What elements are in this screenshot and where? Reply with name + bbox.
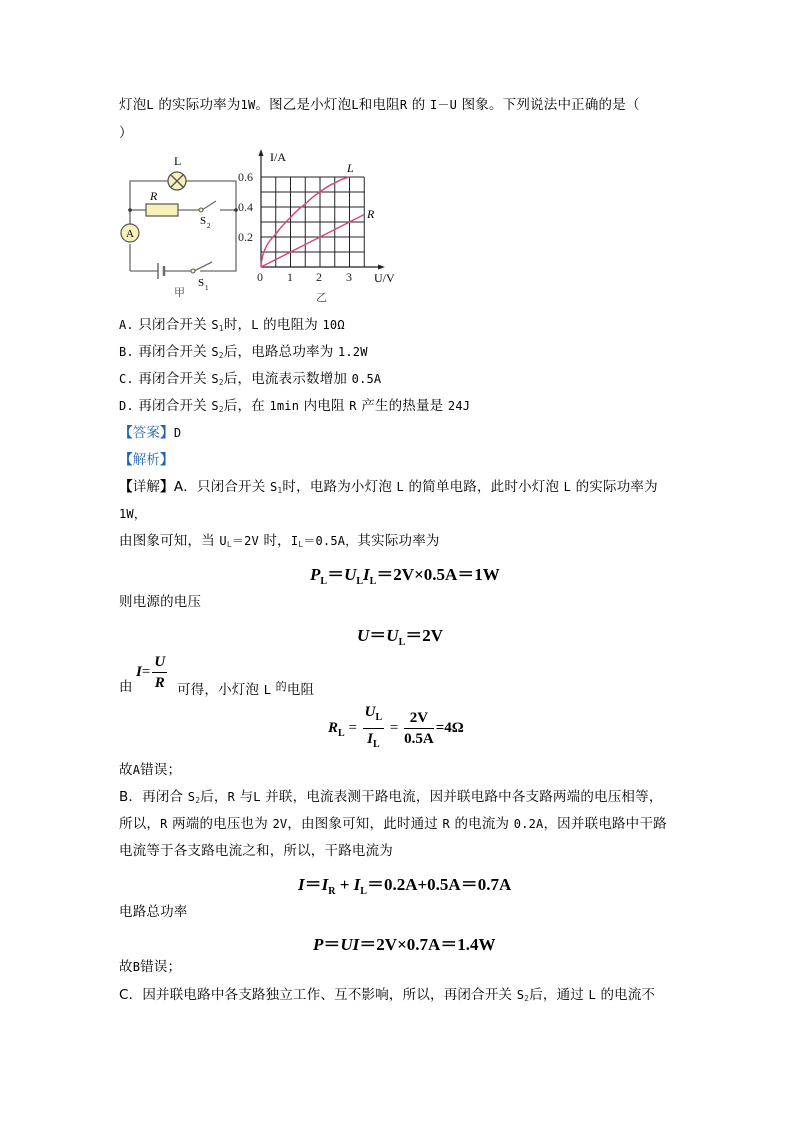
detail-a-conclusion — [119, 761, 181, 779]
subscript: 2 — [218, 351, 224, 360]
text: 只闭合开关 — [138, 317, 207, 333]
text: 的实际功率为 — [158, 97, 241, 113]
formula-power-lamp — [310, 560, 500, 587]
text: U — [344, 565, 357, 584]
x-tick: 0 — [257, 270, 263, 284]
option-d — [119, 397, 470, 419]
x-tick: 2 — [316, 270, 322, 284]
text: B — [132, 960, 141, 974]
text: =4Ω — [435, 719, 464, 736]
formula-total-power — [313, 930, 496, 955]
text: ＝0.2A+0.5A＝0.7A — [366, 875, 512, 894]
subscript: L — [375, 712, 383, 723]
option-a — [119, 316, 345, 338]
text: L — [146, 98, 154, 112]
subscript: 2 — [524, 994, 530, 1003]
text: 所以， — [119, 816, 161, 832]
subscript: 1 — [218, 324, 224, 333]
subscript: 2 — [218, 405, 224, 414]
text: ＝0.5A， — [303, 534, 358, 548]
text: ＝ — [369, 626, 387, 645]
text: 灯泡 — [119, 97, 147, 113]
y-tick: 0.4 — [238, 200, 253, 214]
subscript: L — [369, 576, 377, 587]
text: I－U — [430, 98, 458, 112]
text: ＝ — [304, 875, 322, 894]
text: 后， — [200, 789, 228, 805]
ammeter-label: A — [126, 228, 134, 240]
detail-a-line3 — [119, 532, 440, 554]
detail-a-line5 — [119, 678, 133, 696]
detail-b-line4: 电路总功率 — [119, 904, 188, 920]
text: 的电流不 — [600, 987, 656, 1003]
fraction — [363, 702, 385, 755]
detail-b-conclusion — [119, 958, 181, 976]
denominator: I — [367, 731, 373, 747]
text: 其实际功率为 — [357, 533, 440, 549]
detail-c-line1 — [119, 986, 655, 1008]
answer-tag: 【答案】 — [119, 425, 174, 441]
text: 故 — [119, 762, 133, 778]
answer-line — [119, 424, 181, 442]
text: 后，通过 — [529, 987, 585, 1003]
text: I — [298, 875, 305, 894]
subscript: 2 — [218, 378, 224, 387]
text: 的简单电路，此时小灯泡 — [408, 479, 560, 495]
subscript: L — [320, 576, 328, 587]
text: 图象。下列说法中正确的是（ — [461, 97, 640, 113]
text: 故 — [119, 959, 133, 975]
text: 1.2W — [337, 345, 368, 359]
option-b — [119, 343, 368, 365]
text: 10Ω — [322, 318, 345, 332]
text: 后，电流表示数增加 — [223, 371, 348, 387]
y-tick: 0.2 — [238, 230, 253, 244]
text: S — [516, 988, 525, 1002]
formula-lamp-resistance — [328, 702, 464, 755]
text: P — [310, 565, 321, 584]
text: R — [328, 719, 339, 736]
text: 产生的热量是 — [361, 398, 444, 414]
text: U — [219, 534, 227, 548]
text: L — [251, 318, 259, 332]
numerator: U — [364, 704, 376, 720]
text: 再闭合开关 — [138, 398, 207, 414]
text: 错误； — [140, 959, 182, 975]
text: 由 — [119, 679, 133, 695]
text: 与 — [239, 789, 254, 805]
text: 答案 — [132, 425, 161, 441]
option-letter: A. — [119, 318, 134, 332]
series-label-L: L — [347, 161, 354, 175]
figure-caption-yi: 乙 — [316, 291, 327, 304]
lamp-label: L — [174, 154, 182, 168]
switch1-label: S — [198, 277, 205, 289]
subscript: 1 — [277, 486, 283, 495]
text: B．再闭合 — [119, 789, 184, 805]
subscript: 2 — [195, 796, 201, 805]
text: A — [132, 763, 141, 777]
detail-a-line4: 则电源的电压 — [119, 594, 202, 610]
text: 的电阻为 — [263, 317, 318, 333]
text: 时， — [263, 533, 291, 549]
text: R — [227, 790, 236, 804]
text: 1W， — [119, 507, 147, 521]
subscript: L — [360, 886, 367, 897]
text: ＝2V×0.5A＝1W — [376, 565, 500, 584]
text: S — [211, 399, 219, 413]
subscript: L — [356, 576, 364, 587]
option-letter: C. — [119, 372, 134, 386]
text: = — [389, 719, 399, 736]
text: L — [351, 98, 359, 112]
text: 再闭合开关 — [138, 371, 207, 387]
y-tick: 0.6 — [238, 170, 253, 184]
iu-graph — [236, 146, 406, 306]
question-stem-line2: ） — [119, 125, 133, 141]
detail-a-line1: 【详解】A．只闭合开关 $S_1$时，电路为小灯泡 L 的简单电路，此时小灯泡 L 的实际功率为 — [119, 479, 658, 495]
text: A．只闭合开关 — [173, 479, 266, 495]
text: 的 — [411, 97, 426, 113]
text: R — [160, 817, 168, 831]
analysis-tag: 【解析】 — [119, 452, 174, 468]
text: 由图象可知，当 — [119, 533, 215, 549]
circuit-diagram — [118, 148, 246, 298]
formula-total-current — [298, 870, 511, 897]
numerator: U — [152, 652, 167, 673]
text: + — [339, 875, 350, 894]
resistor-label: R — [150, 189, 158, 203]
text: 1min — [269, 399, 300, 413]
text: ，由图象可知，此时通过 — [287, 816, 439, 832]
text: S — [211, 318, 219, 332]
denominator: R — [154, 675, 165, 691]
detail-b-line2 — [119, 815, 667, 833]
fraction — [152, 652, 167, 693]
text: 后，电路总功率为 — [223, 344, 334, 360]
x-tick: 1 — [287, 270, 293, 284]
subscript: L — [373, 739, 380, 750]
text: 的 — [275, 680, 287, 693]
text: I — [321, 875, 329, 894]
series-label-R: R — [367, 207, 375, 221]
text: U — [386, 626, 399, 645]
text: 并联，电流表测干路电流，因并联电路中各支路两端的电压相等， — [265, 789, 663, 805]
text: C．因并联电路中各支路独立工作、互不影响，所以，再闭合开关 — [119, 987, 513, 1003]
text: 两端的电压也为 — [172, 816, 268, 832]
subscript: L — [298, 540, 304, 549]
text: P — [313, 935, 324, 954]
text: L — [253, 790, 261, 804]
text: 24J — [447, 399, 471, 413]
detail-a-line2 — [119, 505, 146, 523]
text: 时， — [223, 317, 252, 333]
option-letter: D. — [119, 399, 134, 413]
text: 后，在 — [223, 398, 265, 414]
text: 可得，小灯泡 — [177, 682, 260, 698]
text: ＝2V — [231, 534, 259, 548]
text: L — [396, 480, 404, 494]
fraction — [404, 708, 434, 749]
text: S — [211, 345, 219, 359]
switch2-sub: 2 — [207, 222, 211, 230]
detail-b-line3: 电流等于各支路电流之和，所以，干路电流为 — [119, 843, 393, 859]
text: L — [563, 480, 572, 494]
question-stem-line1 — [119, 96, 640, 114]
text: L — [263, 683, 272, 697]
text: 的实际功率为 — [575, 479, 658, 495]
detail-b-line1 — [119, 788, 663, 810]
text: I — [136, 663, 142, 680]
text: S — [187, 790, 196, 804]
text: 2V — [272, 817, 288, 831]
detail-a-line5-rest — [177, 678, 314, 699]
denominator: 0.5A — [404, 731, 434, 747]
x-axis-label: U/V — [374, 271, 395, 285]
text: 。图乙是小灯泡 — [255, 97, 352, 113]
subscript: L — [398, 637, 406, 648]
text: I — [353, 875, 361, 894]
figure-caption-jia: 甲 — [174, 286, 185, 298]
text: 电阻 — [286, 682, 315, 698]
text: ＝ — [327, 565, 345, 584]
option-letter: B. — [119, 345, 134, 359]
x-tick: 3 — [346, 270, 352, 284]
text: UI — [340, 935, 360, 954]
text: 0.2A — [513, 817, 544, 831]
formula-source-voltage — [357, 621, 443, 648]
analysis-line — [119, 451, 174, 469]
option-c — [119, 370, 381, 392]
text: = — [141, 663, 151, 680]
text: 0.5A — [351, 372, 382, 386]
resistor-icon — [146, 204, 178, 216]
switch1-sub: 1 — [205, 284, 209, 292]
text: I — [290, 534, 299, 548]
text: 解析 — [132, 452, 161, 468]
text: U — [357, 626, 370, 645]
answer-value: D — [173, 426, 182, 440]
text: 1W — [240, 98, 256, 112]
subscript: L — [338, 727, 345, 739]
text: R — [399, 98, 408, 112]
numerator: 2V — [404, 708, 434, 729]
detail-tag: 详解 — [132, 479, 161, 495]
text: I — [363, 565, 370, 584]
text: 和电阻 — [358, 97, 400, 113]
text: 错误； — [140, 762, 182, 778]
text: 内电阻 — [303, 398, 345, 414]
y-axis-label: I/A — [270, 150, 286, 164]
text: S — [269, 480, 278, 494]
text: ＝2V×0.7A＝1.4W — [359, 935, 496, 954]
text: 时，电路为小灯泡 — [282, 479, 393, 495]
text: = — [348, 719, 357, 736]
text: 再闭合开关 — [138, 344, 207, 360]
switch2-label: S — [200, 215, 207, 227]
text: R — [442, 817, 450, 831]
subscript: L — [226, 540, 232, 549]
text: ＝ — [323, 935, 341, 954]
subscript: R — [328, 886, 336, 897]
text: 的电流为 — [454, 816, 510, 832]
text: R — [349, 399, 357, 413]
text: S — [211, 372, 219, 386]
text: ＝2V — [405, 626, 444, 645]
text: ，因并联电路中干路 — [543, 816, 667, 832]
text: L — [588, 988, 596, 1002]
formula-ohms-law — [136, 652, 169, 693]
